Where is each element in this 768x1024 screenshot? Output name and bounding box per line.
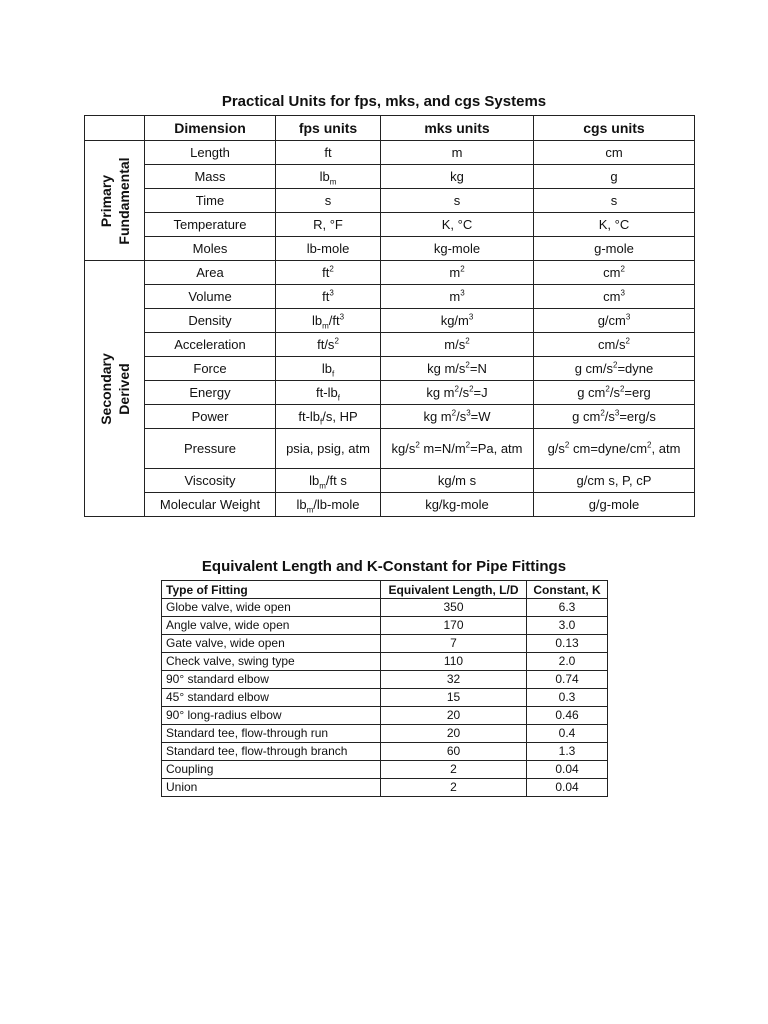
cgs-units-cell: $cm^2$: [534, 261, 695, 285]
mks-units-cell: $kg/s^2$ $m=N/m^2=Pa$, atm: [381, 429, 534, 469]
units-row: [85, 429, 695, 469]
mks-units-cell: kg: [381, 165, 534, 189]
group-label: [97, 157, 133, 244]
fps-units-cell: $ft^2$: [276, 261, 381, 285]
equivalent-length-cell: 110: [381, 653, 527, 671]
dimension-cell: Area: [145, 261, 276, 285]
cgs-units-cell: $cm^3$: [534, 285, 695, 309]
group-label-line: Secondary: [97, 352, 114, 425]
fps-units-cell: $lb_m/ft$ s: [276, 469, 381, 493]
k-constant-cell: 0.04: [527, 761, 608, 779]
k-constant-cell: 1.3: [527, 743, 608, 761]
fitting-name-cell: Globe valve, wide open: [162, 599, 381, 617]
cgs-units-cell: g: [534, 165, 695, 189]
cgs-units-cell: cm: [534, 141, 695, 165]
dimension-cell: Density: [145, 309, 276, 333]
cgs-units-cell: $g/s^2$ $cm=dyne/cm^2$, atm: [534, 429, 695, 469]
fps-units-cell: lb-mole: [276, 237, 381, 261]
mks-units-cell: m: [381, 141, 534, 165]
fitting-name-cell: 90° standard elbow: [162, 671, 381, 689]
equivalent-length-cell: 7: [381, 635, 527, 653]
header-constant-k: Constant, K: [527, 581, 608, 599]
header-type-of-fitting: Type of Fitting: [162, 581, 381, 599]
units-row: [85, 237, 695, 261]
group-primary-fundamental: [85, 141, 145, 261]
fitting-row: [162, 743, 608, 761]
equivalent-length-cell: 2: [381, 779, 527, 797]
mks-units-cell: $kg/m^3$: [381, 309, 534, 333]
fitting-row: [162, 725, 608, 743]
k-constant-cell: 2.0: [527, 653, 608, 671]
fitting-row: [162, 779, 608, 797]
dimension-cell: Energy: [145, 381, 276, 405]
units-row: [85, 285, 695, 309]
k-constant-cell: 0.4: [527, 725, 608, 743]
fitting-name-cell: Standard tee, flow-through branch: [162, 743, 381, 761]
fps-units-cell: $ft^3$: [276, 285, 381, 309]
fitting-name-cell: Check valve, swing type: [162, 653, 381, 671]
equivalent-length-cell: 20: [381, 707, 527, 725]
units-row: [85, 309, 695, 333]
fps-units-cell: psia, psig, atm: [276, 429, 381, 469]
header-equivalent-length: Equivalent Length, L/D: [381, 581, 527, 599]
mks-units-cell: kg-mole: [381, 237, 534, 261]
cgs-units-cell: K, °C: [534, 213, 695, 237]
units-row: [85, 357, 695, 381]
group-label-line: Primary: [97, 174, 114, 227]
fitting-row: [162, 689, 608, 707]
cgs-units-cell: g $cm^2/s^3=erg/s$: [534, 405, 695, 429]
mks-units-cell: kg/m s: [381, 469, 534, 493]
group-label: [97, 353, 133, 425]
fitting-name-cell: Coupling: [162, 761, 381, 779]
units-row: [85, 213, 695, 237]
equivalent-length-cell: 20: [381, 725, 527, 743]
k-constant-cell: 3.0: [527, 617, 608, 635]
cgs-units-cell: s: [534, 189, 695, 213]
fittings-header-row: [162, 581, 608, 599]
header-dimension: Dimension: [145, 116, 276, 141]
equivalent-length-cell: 32: [381, 671, 527, 689]
cgs-units-cell: g-mole: [534, 237, 695, 261]
equivalent-length-cell: 170: [381, 617, 527, 635]
dimension-cell: Power: [145, 405, 276, 429]
fps-units-cell: $lb_m/ft^3$: [276, 309, 381, 333]
fitting-name-cell: 45° standard elbow: [162, 689, 381, 707]
fps-units-cell: $lb_m$: [276, 165, 381, 189]
group-secondary-derived: [85, 261, 145, 517]
fitting-name-cell: 90° long-radius elbow: [162, 707, 381, 725]
header-mks: mks units: [381, 116, 534, 141]
units-row: [85, 189, 695, 213]
k-constant-cell: 0.74: [527, 671, 608, 689]
fps-units-cell: $ft-lb_f$: [276, 381, 381, 405]
cgs-units-cell: g/cm s, P, cP: [534, 469, 695, 493]
mks-units-cell: kg $m/s^2=N$: [381, 357, 534, 381]
k-constant-cell: 6.3: [527, 599, 608, 617]
fitting-name-cell: Union: [162, 779, 381, 797]
dimension-cell: Moles: [145, 237, 276, 261]
k-constant-cell: 0.46: [527, 707, 608, 725]
dimension-cell: Force: [145, 357, 276, 381]
units-row: [85, 141, 695, 165]
k-constant-cell: 0.13: [527, 635, 608, 653]
fps-units-cell: $ft-lb_f/s$, HP: [276, 405, 381, 429]
fitting-row: [162, 761, 608, 779]
equivalent-length-cell: 350: [381, 599, 527, 617]
dimension-cell: Time: [145, 189, 276, 213]
fitting-row: [162, 617, 608, 635]
dimension-cell: Temperature: [145, 213, 276, 237]
mks-units-cell: K, °C: [381, 213, 534, 237]
header-cgs: cgs units: [534, 116, 695, 141]
cgs-units-cell: g $cm/s^2=dyne$: [534, 357, 695, 381]
cgs-units-cell: g $cm^2/s^2=erg$: [534, 381, 695, 405]
equivalent-length-cell: 15: [381, 689, 527, 707]
cgs-units-cell: g/g-mole: [534, 493, 695, 517]
fittings-table-title: Equivalent Length and K-Constant for Pipe Fittings: [201, 558, 567, 575]
group-label-line: Derived: [115, 362, 132, 415]
fitting-name-cell: Angle valve, wide open: [162, 617, 381, 635]
fitting-row: [162, 599, 608, 617]
fitting-name-cell: Gate valve, wide open: [162, 635, 381, 653]
fitting-row: [162, 635, 608, 653]
mks-units-cell: kg $m^2/s^2=J$: [381, 381, 534, 405]
mks-units-cell: $m^2$: [381, 261, 534, 285]
dimension-cell: Volume: [145, 285, 276, 309]
fps-units-cell: R, °F: [276, 213, 381, 237]
units-row: [85, 261, 695, 285]
cgs-units-cell: $cm/s^2$: [534, 333, 695, 357]
units-row: [85, 469, 695, 493]
fps-units-cell: ft: [276, 141, 381, 165]
fps-units-cell: $lb_f$: [276, 357, 381, 381]
group-header-cell: [85, 116, 145, 141]
header-fps: fps units: [276, 116, 381, 141]
mks-units-cell: kg/kg-mole: [381, 493, 534, 517]
units-row: [85, 165, 695, 189]
mks-units-cell: s: [381, 189, 534, 213]
units-table: [84, 115, 695, 517]
fps-units-cell: $lb_m/lb$-mole: [276, 493, 381, 517]
fps-units-cell: $ft/s^2$: [276, 333, 381, 357]
mks-units-cell: kg $m^2/s^3=W$: [381, 405, 534, 429]
fitting-row: [162, 653, 608, 671]
units-row: [85, 493, 695, 517]
units-row: [85, 333, 695, 357]
dimension-cell: Length: [145, 141, 276, 165]
dimension-cell: Acceleration: [145, 333, 276, 357]
fitting-row: [162, 707, 608, 725]
mks-units-cell: $m/s^2$: [381, 333, 534, 357]
fittings-table: [161, 580, 608, 797]
group-label-line: Fundamental: [115, 156, 132, 245]
units-row: [85, 381, 695, 405]
dimension-cell: Molecular Weight: [145, 493, 276, 517]
k-constant-cell: 0.3: [527, 689, 608, 707]
cgs-units-cell: $g/cm^3$: [534, 309, 695, 333]
equivalent-length-cell: 60: [381, 743, 527, 761]
units-row: [85, 405, 695, 429]
fitting-row: [162, 671, 608, 689]
fitting-name-cell: Standard tee, flow-through run: [162, 725, 381, 743]
dimension-cell: Pressure: [145, 429, 276, 469]
units-header-row: [85, 116, 695, 141]
mks-units-cell: $m^3$: [381, 285, 534, 309]
k-constant-cell: 0.04: [527, 779, 608, 797]
units-table-title: Practical Units for fps, mks, and cgs Systems: [221, 93, 547, 110]
dimension-cell: Viscosity: [145, 469, 276, 493]
fps-units-cell: s: [276, 189, 381, 213]
dimension-cell: Mass: [145, 165, 276, 189]
equivalent-length-cell: 2: [381, 761, 527, 779]
